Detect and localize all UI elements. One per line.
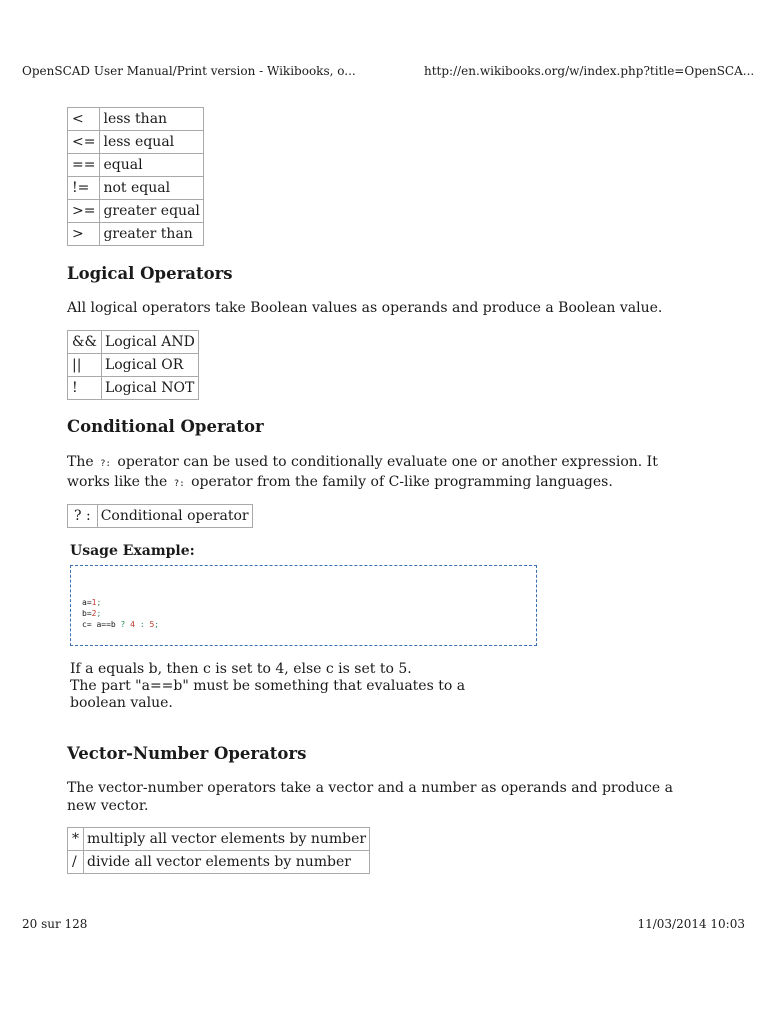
code-number: 5 bbox=[149, 620, 155, 629]
conditional-operator-text bbox=[67, 453, 697, 493]
operator-description: multiply all vector elements by number bbox=[84, 828, 370, 851]
code-number: 4 bbox=[130, 620, 135, 629]
table-row bbox=[68, 154, 204, 177]
operator-description: Logical AND bbox=[101, 331, 198, 354]
vector-number-operators-heading: Vector-Number Operators bbox=[67, 744, 307, 763]
relational-operators-table bbox=[67, 107, 204, 246]
usage-note-line: If a equals b, then c is set to 4, else c is set to 5. bbox=[70, 661, 412, 677]
text-segment: The bbox=[67, 454, 99, 470]
operator-description: Logical OR bbox=[101, 354, 198, 377]
footer-page-number: 20 sur 128 bbox=[22, 917, 88, 931]
inline-code: ?: bbox=[100, 459, 111, 469]
operator-symbol: >= bbox=[68, 200, 100, 223]
logical-operators-heading: Logical Operators bbox=[67, 264, 233, 283]
code-operator: ? bbox=[115, 620, 131, 629]
code-token: ; bbox=[96, 598, 102, 607]
operator-symbol: > bbox=[68, 223, 100, 246]
operator-description: Logical NOT bbox=[101, 377, 198, 400]
table-row bbox=[68, 108, 204, 131]
operator-description: less than bbox=[100, 108, 203, 131]
text-segment: operator from the family of C-like programming languages. bbox=[186, 474, 613, 490]
operator-symbol: ! bbox=[68, 377, 102, 400]
header-url[interactable]: http://en.wikibooks.org/w/index.php?title=OpenSCA... bbox=[424, 64, 755, 78]
operator-description: divide all vector elements by number bbox=[84, 851, 370, 874]
code-number: 2 bbox=[91, 609, 97, 618]
code-token: b= bbox=[82, 609, 92, 618]
inline-code: ?: bbox=[173, 479, 185, 489]
operator-symbol: || bbox=[68, 354, 102, 377]
operator-description: not equal bbox=[100, 177, 203, 200]
code-example-box bbox=[70, 565, 537, 646]
operator-description: less equal bbox=[100, 131, 203, 154]
table-row bbox=[68, 200, 204, 223]
operator-description: greater than bbox=[100, 223, 203, 246]
operator-symbol: && bbox=[68, 331, 102, 354]
header-page-title: OpenSCAD User Manual/Print version - Wikibooks, o... bbox=[22, 64, 356, 78]
usage-note-line: The part "a==b" must be something that evaluates to a boolean value. bbox=[70, 678, 466, 711]
vector-number-operators-text: The vector-number operators take a vector and a number as operands and produce a new vector. bbox=[67, 780, 673, 814]
code-operator: : bbox=[135, 620, 150, 629]
code-token: ; bbox=[154, 620, 160, 629]
vector-number-operators-table bbox=[67, 827, 370, 874]
text-segment: operator can be used to conditionally evaluate one or another expression. It works like the bbox=[67, 454, 658, 490]
conditional-operator-table bbox=[67, 504, 253, 528]
table-row bbox=[68, 505, 253, 528]
operator-symbol: == bbox=[68, 154, 100, 177]
table-row bbox=[68, 828, 370, 851]
footer-timestamp: 11/03/2014 10:03 bbox=[637, 917, 745, 931]
conditional-operator-heading: Conditional Operator bbox=[67, 417, 264, 436]
code-token: c= bbox=[82, 620, 97, 629]
operator-symbol: <= bbox=[68, 131, 100, 154]
code-token: a= bbox=[82, 598, 92, 607]
operator-symbol: * bbox=[68, 828, 84, 851]
operator-description: Conditional operator bbox=[97, 505, 252, 528]
code-token: ; bbox=[96, 609, 102, 618]
usage-note bbox=[70, 661, 510, 712]
code-token: a==b bbox=[96, 620, 116, 629]
table-row bbox=[68, 177, 204, 200]
code-number: 1 bbox=[91, 598, 97, 607]
usage-example-label: Usage Example: bbox=[70, 543, 195, 559]
operator-symbol: != bbox=[68, 177, 100, 200]
table-row bbox=[68, 377, 199, 400]
operator-description: greater equal bbox=[100, 200, 203, 223]
table-row bbox=[68, 131, 204, 154]
operator-symbol: ? : bbox=[68, 505, 98, 528]
operator-symbol: / bbox=[68, 851, 84, 874]
logical-operators-text: All logical operators take Boolean values as operands and produce a Boolean value. bbox=[67, 300, 663, 316]
table-row bbox=[68, 354, 199, 377]
operator-symbol: < bbox=[68, 108, 100, 131]
table-row bbox=[68, 223, 204, 246]
table-row bbox=[68, 851, 370, 874]
table-row bbox=[68, 331, 199, 354]
code-block bbox=[82, 597, 159, 630]
operator-description: equal bbox=[100, 154, 203, 177]
logical-operators-table bbox=[67, 330, 199, 400]
